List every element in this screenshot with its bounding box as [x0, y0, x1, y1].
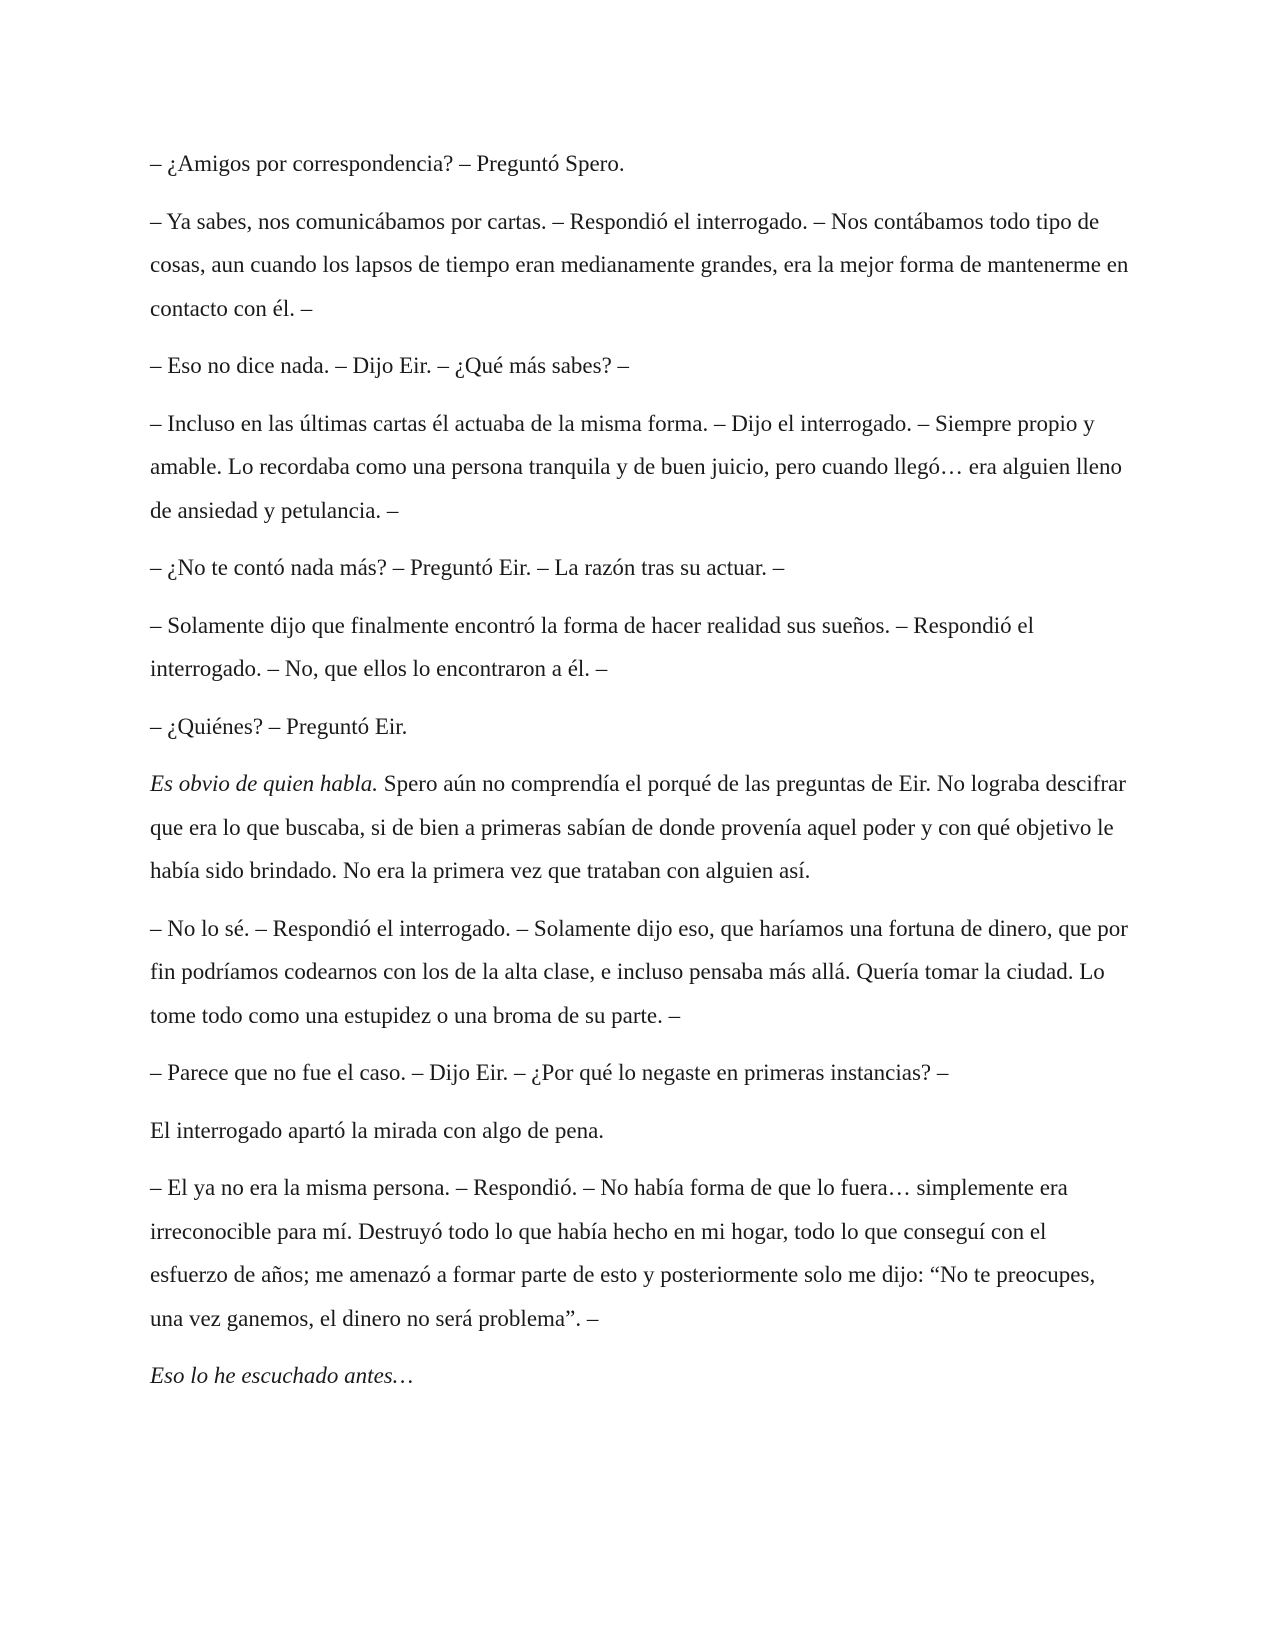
paragraph-1 — [150, 142, 1130, 186]
paragraph-6 — [150, 604, 1130, 691]
paragraph-9 — [150, 907, 1130, 1038]
paragraph-text: – Incluso en las últimas cartas él actuaba de la misma forma. – Dijo el interrogado. – Siempre propio y amable. Lo recordaba como una persona tranquila y de buen juicio, pero cuando llegó… era alguien lleno de ansiedad y petulancia. – — [150, 410, 1123, 523]
paragraph-text: El interrogado apartó la mirada con algo de pena. — [150, 1117, 605, 1143]
paragraph-8 — [150, 762, 1130, 893]
paragraph-2 — [150, 200, 1130, 331]
paragraph-text: – ¿Quiénes? – Preguntó Eir. — [150, 713, 408, 739]
paragraph-text: – Parece que no fue el caso. – Dijo Eir. – ¿Por qué lo negaste en primeras instancias? – — [150, 1060, 949, 1085]
paragraph-text: – Ya sabes, nos comunicábamos por cartas. – Respondió el interrogado. – Nos contábamos todo tipo de cosas, aun cuando los lapsos de tiempo eran medianamente grandes, era la mejor forma de mantenerme en contacto con él. – — [150, 208, 1129, 321]
paragraph-text: – Solamente dijo que finalmente encontró la forma de hacer realidad sus sueños. – Respondió el interrogado. – No, que ellos lo encontraron a él. – — [150, 612, 1034, 681]
paragraph-text: Spero aún no comprendía el porqué de las preguntas de Eir. No lograba descifrar que era lo que buscaba, si de bien a primeras sabían de donde provenía aquel poder y con qué objetivo le había sido brindado. No era la primera vez que trataban con alguien así. — [150, 771, 1126, 883]
italic-thought: Eso lo he escuchado antes… — [150, 1363, 414, 1388]
paragraph-text: – ¿Amigos por correspondencia? – Preguntó Spero. — [150, 151, 625, 176]
paragraph-text: – Eso no dice nada. – Dijo Eir. – ¿Qué más sabes? – — [150, 353, 630, 378]
paragraph-10 — [150, 1051, 1130, 1095]
paragraph-4 — [150, 402, 1130, 533]
paragraph-3 — [150, 344, 1130, 388]
document-page — [150, 142, 1130, 1412]
paragraph-text: – No lo sé. – Respondió el interrogado. – Solamente dijo eso, que haríamos una fortuna de dinero, que por fin podríamos codearnos con los de la alta clase, e incluso pensaba más allá. Quería tomar la ciudad. Lo tome todo como una estupidez o una broma de su parte. – — [150, 915, 1128, 1028]
paragraph-7 — [150, 705, 1130, 749]
paragraph-13 — [150, 1354, 1130, 1398]
italic-thought: Es obvio de quien habla. — [150, 771, 379, 796]
paragraph-11 — [150, 1109, 1130, 1153]
paragraph-text: – ¿No te contó nada más? – Preguntó Eir. – La razón tras su actuar. – — [150, 555, 785, 580]
paragraph-text: – El ya no era la misma persona. – Respondió. – No había forma de que lo fuera… simplemente era irreconocible para mí. Destruyó todo lo que había hecho en mi hogar, todo lo que conseguí con el esfuerzo de años; me amenazó a formar parte de esto y posteriormente solo me dijo: “No te preocupes, una vez ganemos, el dinero no será problema”. – — [150, 1175, 1096, 1331]
paragraph-5 — [150, 546, 1130, 590]
paragraph-12 — [150, 1166, 1130, 1340]
